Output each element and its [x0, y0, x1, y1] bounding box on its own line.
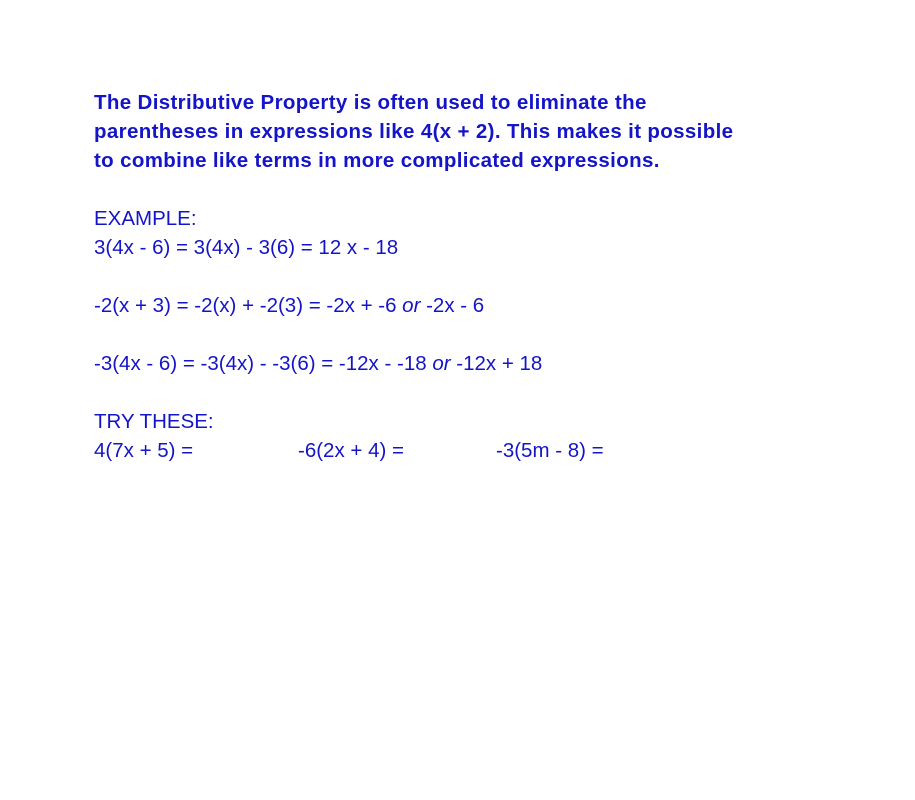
intro-line: to combine like terms in more complicated expressions. [94, 149, 660, 172]
practice-section [94, 407, 874, 465]
practice-problem-3: -3(5m - 8) = [496, 439, 604, 462]
spacer [94, 175, 874, 204]
example-expression: -2(x + 3) = -2(x) + -2(3) = -2x + -6 [94, 294, 403, 317]
example-line-2 [94, 291, 874, 320]
intro-line: The Distributive Property is often used to eliminate the [94, 91, 647, 114]
intro-line: parentheses in expressions like 4(x + 2). This makes it possible [94, 120, 734, 143]
example-alternate: -2x - 6 [420, 294, 485, 317]
example-alternate: -12x + 18 [450, 352, 543, 375]
or-word: or [402, 294, 421, 317]
or-word: or [432, 352, 451, 375]
intro-paragraph [94, 88, 874, 175]
example-line-3 [94, 349, 874, 378]
practice-problem-2: -6(2x + 4) = [298, 439, 404, 462]
spacer [94, 378, 874, 407]
practice-problems-row [94, 436, 874, 465]
example-line-1: 3(4x - 6) = 3(4x) - 3(6) = 12 x - 18 [94, 236, 399, 259]
practice-problem-1: 4(7x + 5) = [94, 439, 194, 462]
spacer [94, 320, 874, 349]
practice-heading: TRY THESE: [94, 410, 214, 433]
example-section [94, 204, 874, 378]
spacer [94, 262, 874, 291]
example-heading: EXAMPLE: [94, 207, 197, 230]
example-expression: -3(4x - 6) = -3(4x) - -3(6) = -12x - -18 [94, 352, 433, 375]
lesson-page [94, 88, 874, 465]
